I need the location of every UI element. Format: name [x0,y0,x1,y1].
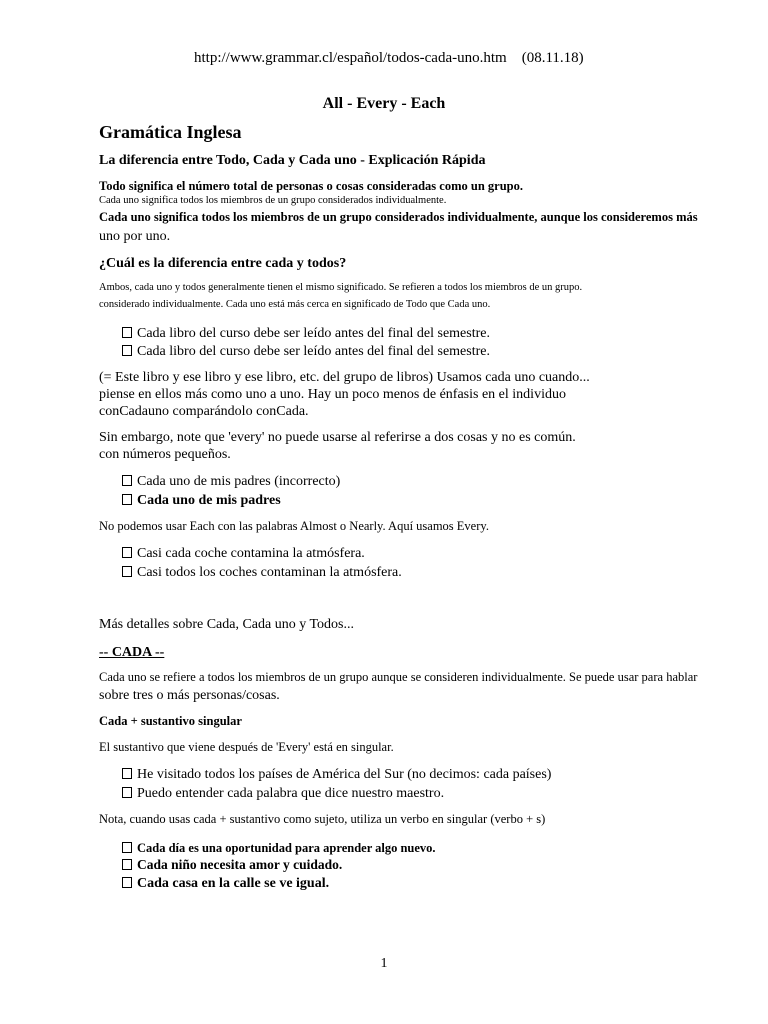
singular-note: El sustantivo que viene después de 'Every' está en singular. [99,740,394,754]
heading-diferencia: La diferencia entre Todo, Cada y Cada uno - Explicación Rápida [99,153,486,168]
list-item: Casi cada coche contamina la atmósfera. [122,546,365,562]
heading-cual-diferencia: ¿Cuál es la diferencia entre cada y todos? [99,256,347,271]
list-item: Cada día es una oportunidad para aprender algo nuevo. [122,841,436,856]
checkbox-icon [122,547,132,558]
subheading-singular: Cada + sustantivo singular [99,714,242,728]
paragraph-line: Sin embargo, note que 'every' no puede usarse al referirse a dos cosas y no es común. [99,430,576,445]
header-url: http://www.grammar.cl/español/todos-cada-uno.htm [194,50,507,66]
def-todo: Todo significa el número total de personas o cosas consideradas como un grupo. [99,179,523,193]
checkbox-icon [122,566,132,577]
checkbox-icon [122,787,132,798]
list-item: Cada uno de mis padres (incorrecto) [122,474,340,490]
more-details: Más detalles sobre Cada, Cada uno y Todos... [99,617,354,632]
list-item: Puedo entender cada palabra que dice nuestro maestro. [122,786,444,802]
checkbox-icon [122,877,132,888]
checkbox-icon [122,475,132,486]
list-item: Cada niño necesita amor y cuidado. [122,857,342,873]
paragraph-line: piense en ellos más como uno a uno. Hay un poco menos de énfasis en el individuo [99,387,566,402]
checkbox-icon [122,345,132,356]
cada-paragraph-line: Cada uno se refiere a todos los miembros de un grupo aunque se consideren individualmente. Se puede usar para hablar [99,670,698,684]
page-number: 1 [380,956,388,971]
checkbox-icon [122,859,132,870]
paragraph-line: No podemos usar Each con las palabras Almost o Nearly. Aquí usamos Every. [99,519,489,533]
heading-gramatica: Gramática Inglesa [99,122,242,142]
def-cada-short: Cada uno significa todos los miembros de un grupo considerados individualmente. [99,195,447,206]
page-header [194,50,584,67]
paragraph-line: conCadauno comparándolo conCada. [99,404,309,419]
list-item: He visitado todos los países de América del Sur (no decimos: cada países) [122,767,551,783]
checkbox-icon [122,494,132,505]
diff-paragraph-line: Ambos, cada uno y todos generalmente tienen el mismo significado. Se refieren a todos los miembros de un grupo. [99,282,583,293]
checkbox-icon [122,327,132,338]
paragraph-line: (= Este libro y ese libro y ese libro, etc. del grupo de libros) Usamos cada uno cuando... [99,370,590,385]
checkbox-icon [122,842,132,853]
header-date: (08.11.18) [521,50,584,66]
nota-line: Nota, cuando usas cada + sustantivo como sujeto, utiliza un verbo en singular (verbo + s) [99,812,546,826]
page-title: All - Every - Each [322,95,446,112]
paragraph-line: con números pequeños. [99,447,231,462]
list-item: Cada libro del curso debe ser leído antes del final del semestre. [122,326,490,342]
list-item: Casi todos los coches contaminan la atmósfera. [122,565,402,581]
def-cada-uno: Cada uno significa todos los miembros de un grupo considerados individualmente, aunque los consideremos más [99,210,698,224]
diff-paragraph-line: considerado individualmente. Cada uno está más cerca en significado de Todo que Cada uno. [99,299,491,310]
checkbox-icon [122,768,132,779]
list-item: Cada casa en la calle se ve igual. [122,876,329,892]
list-item: Cada libro del curso debe ser leído antes del final del semestre. [122,344,490,360]
def-cada-uno-cont: uno por uno. [99,229,171,244]
list-item: Cada uno de mis padres [122,493,281,509]
section-cada: -- CADA -- [99,645,165,660]
cada-paragraph-line: sobre tres o más personas/cosas. [99,688,280,703]
